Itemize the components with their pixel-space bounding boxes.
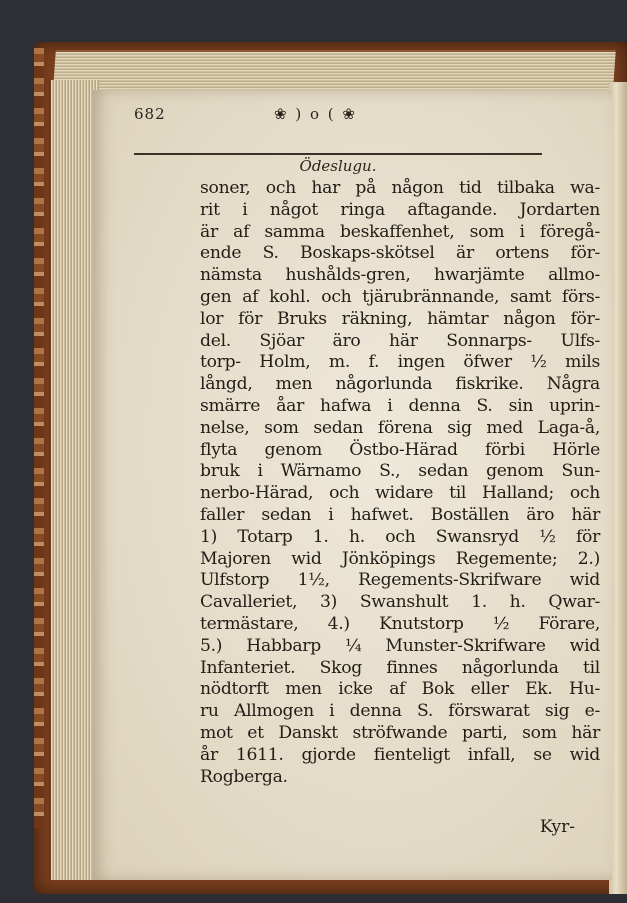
text-line: mot et Danskt ströfwande parti, som här bbox=[200, 722, 600, 743]
text-line: Ulfstorp 1½, Regements-Skrifware wid bbox=[200, 570, 600, 591]
text-line: termästare, 4.) Knutstorp ½ Förare, bbox=[200, 613, 600, 634]
text-line: Infanteriet. Skog finnes någorlunda til bbox=[200, 657, 600, 678]
text-line: gen af kohl. och tjärubrännande, samt förs- bbox=[200, 286, 600, 307]
text-line: ru Allmogen i denna S. förswarat sig e- bbox=[200, 701, 600, 722]
text-line: 5.) Habbarp ¼ Munster-Skrifware wid bbox=[200, 635, 600, 656]
catchword: Kyr- bbox=[539, 817, 575, 837]
text-line: lor för Bruks räkning, hämtar någon för- bbox=[200, 308, 600, 329]
text-line: nödtorft men icke af Bok eller Ek. Hu- bbox=[200, 679, 600, 700]
text-line: bruk i Wärnamo S., sedan genom Sun- bbox=[200, 461, 600, 482]
text-line-last: Rogberga. bbox=[200, 766, 288, 787]
text-line: faller sedan i hafwet. Boställen äro här bbox=[200, 504, 600, 525]
text-line: nelse, som sedan förena sig med Laga-å, bbox=[200, 417, 600, 438]
page-header bbox=[134, 105, 542, 123]
text-line: år 1611. gjorde fienteligt infall, se wid bbox=[200, 744, 600, 765]
text-line: flyta genom Östbo-Härad förbi Hörle bbox=[200, 439, 600, 460]
text-line: Cavalleriet, 3) Swanshult 1. h. Qwar- bbox=[200, 592, 600, 613]
text-line: är af samma beskaffenhet, som i föregå- bbox=[200, 221, 600, 242]
text-line: 1) Totarp 1. h. och Swansryd ½ för bbox=[200, 526, 600, 547]
text-line: soner, och har på någon tid tilbaka wa- bbox=[200, 178, 600, 198]
text-line: del. Sjöar äro här Sonnarps- Ulfs- bbox=[200, 330, 600, 351]
header-rule bbox=[134, 153, 542, 155]
text-line: nerbo-Härad, och widare til Halland; och bbox=[200, 483, 600, 504]
cover-spine-decoration bbox=[34, 48, 44, 828]
text-line: ende S. Boskaps-skötsel är ortens för- bbox=[200, 243, 600, 264]
body-text bbox=[200, 178, 600, 788]
text-line: torp- Holm, m. f. ingen öfwer ½ mils bbox=[200, 352, 600, 373]
header-ornament: ❀ ) o ( ❀ bbox=[274, 105, 357, 123]
text-line: långd, men någorlunda fiskrike. Några bbox=[200, 374, 600, 395]
running-title: Ödeslugu. bbox=[299, 157, 377, 175]
text-line: nämsta hushålds-gren, hwarjämte allmo- bbox=[200, 265, 600, 286]
text-line: Majoren wid Jönköpings Regemente; 2.) bbox=[200, 548, 600, 569]
page-number: 682 bbox=[134, 105, 166, 123]
text-line: rit i något ringa aftagande. Jordarten bbox=[200, 199, 600, 220]
text-line: smärre åar hafwa i denna S. sin uprin- bbox=[200, 395, 600, 416]
